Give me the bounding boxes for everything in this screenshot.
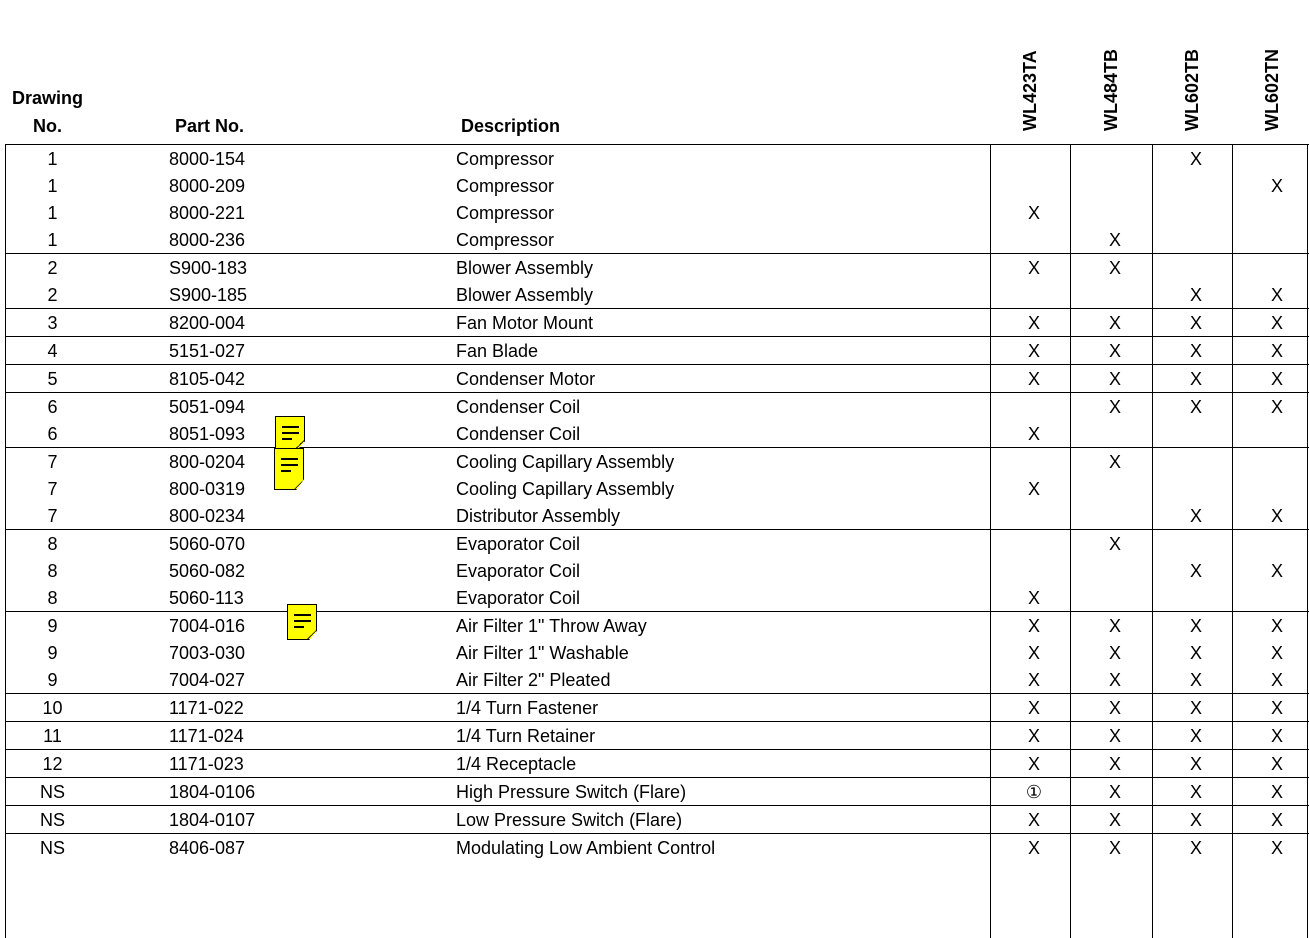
drawing-no-cell: 1 <box>47 203 58 223</box>
header-model-wl484tb: WL484TB <box>1101 48 1121 131</box>
description-cell: Compressor <box>456 230 555 250</box>
model-mark-cell: X <box>1108 670 1121 690</box>
part-no-cell: 800-0204 <box>169 452 246 472</box>
model-mark-cell <box>1075 199 1155 226</box>
model-mark-cell: X <box>1270 506 1283 526</box>
model-mark-cell <box>1075 420 1155 447</box>
model-mark-cell: X <box>1270 754 1283 774</box>
model-mark-cell <box>1157 172 1235 199</box>
drawing-no-cell: 7 <box>47 452 58 472</box>
drawing-no-cell: 5 <box>47 369 58 389</box>
model-mark-cell: X <box>1108 754 1121 774</box>
model-mark-cell: X <box>1027 838 1040 858</box>
part-no-cell: 8105-042 <box>169 369 246 389</box>
table-row <box>5 805 1309 833</box>
description-cell: Condenser Motor <box>456 369 596 389</box>
description-cell: Air Filter 1" Washable <box>456 643 629 663</box>
model-mark-cell <box>995 448 1073 475</box>
table-row <box>5 172 1309 199</box>
model-mark-cell: X <box>1027 203 1040 223</box>
model-mark-cell <box>1157 448 1235 475</box>
description-cell: Cooling Capillary Assembly <box>456 452 675 472</box>
part-no-cell: 1804-0107 <box>169 810 256 830</box>
model-mark-cell: X <box>1108 782 1121 802</box>
description-cell: Distributor Assembly <box>456 506 621 526</box>
model-mark-cell <box>995 502 1073 529</box>
table-row <box>5 529 1309 557</box>
table-row <box>5 145 1309 172</box>
table-row <box>5 420 1309 447</box>
model-mark-cell: X <box>1189 397 1202 417</box>
table-row <box>5 666 1309 693</box>
part-no-cell: 8000-209 <box>169 176 246 196</box>
part-no-cell: 8200-004 <box>169 313 246 333</box>
table-row <box>5 749 1309 777</box>
description-cell: Compressor <box>456 176 555 196</box>
drawing-no-cell: 10 <box>42 698 63 718</box>
model-mark-cell: X <box>1270 369 1283 389</box>
model-mark-cell <box>1237 530 1309 557</box>
description-cell: Blower Assembly <box>456 285 594 305</box>
model-mark-cell: X <box>1027 588 1040 608</box>
description-cell: 1/4 Receptacle <box>456 754 577 774</box>
table-row <box>5 364 1309 392</box>
table-row <box>5 253 1309 281</box>
part-no-cell: 8406-087 <box>169 838 246 858</box>
drawing-no-cell: 9 <box>47 670 58 690</box>
model-mark-cell: X <box>1189 616 1202 636</box>
drawing-no-cell: NS <box>39 782 65 802</box>
model-mark-cell: X <box>1189 698 1202 718</box>
model-mark-cell <box>995 281 1073 308</box>
model-mark-cell: X <box>1108 698 1121 718</box>
drawing-no-cell: NS <box>39 838 65 858</box>
model-mark-cell <box>1157 475 1235 502</box>
model-mark-cell: X <box>1270 643 1283 663</box>
description-cell: Evaporator Coil <box>456 588 581 608</box>
part-no-cell: 7003-030 <box>169 643 246 663</box>
column-divider-model-2 <box>1152 144 1153 938</box>
note-icon[interactable] <box>274 448 304 490</box>
model-mark-cell: ① <box>1025 782 1043 802</box>
model-mark-cell <box>1075 584 1155 611</box>
model-mark-cell: X <box>1108 397 1121 417</box>
part-no-cell: 1804-0106 <box>169 782 256 802</box>
part-no-cell: 5060-113 <box>169 588 244 608</box>
drawing-no-cell: 9 <box>47 643 58 663</box>
description-cell: 1/4 Turn Fastener <box>456 698 599 718</box>
table-row <box>5 475 1309 502</box>
drawing-no-cell: 6 <box>47 397 58 417</box>
model-mark-cell <box>995 530 1073 557</box>
description-cell: Cooling Capillary Assembly <box>456 479 675 499</box>
part-no-cell: 7004-027 <box>169 670 246 690</box>
drawing-no-cell: 1 <box>47 149 58 169</box>
model-mark-cell: X <box>1270 698 1283 718</box>
model-mark-cell: X <box>1270 313 1283 333</box>
table-row <box>5 447 1309 475</box>
part-no-cell: 8000-236 <box>169 230 246 250</box>
model-mark-cell <box>1237 254 1309 281</box>
model-mark-cell <box>1237 475 1309 502</box>
parts-table <box>5 144 1309 861</box>
table-row <box>5 502 1309 529</box>
note-icon[interactable] <box>287 604 317 640</box>
model-mark-cell: X <box>1027 616 1040 636</box>
description-cell: Air Filter 2" Pleated <box>456 670 611 690</box>
model-mark-cell: X <box>1189 561 1202 581</box>
table-row <box>5 281 1309 308</box>
model-mark-cell: X <box>1027 369 1040 389</box>
part-no-cell: 8051-093 <box>169 424 246 444</box>
model-mark-cell: X <box>1027 341 1040 361</box>
model-mark-cell: X <box>1108 616 1121 636</box>
model-mark-cell <box>1237 145 1309 172</box>
model-mark-cell: X <box>1108 810 1121 830</box>
model-mark-cell: X <box>1270 670 1283 690</box>
model-mark-cell <box>1157 584 1235 611</box>
model-mark-cell: X <box>1189 810 1202 830</box>
model-mark-cell: X <box>1027 258 1040 278</box>
table-row <box>5 336 1309 364</box>
description-cell: Condenser Coil <box>456 424 581 444</box>
model-mark-cell <box>995 557 1073 584</box>
column-divider-model-1 <box>1070 144 1071 938</box>
table-row <box>5 584 1309 611</box>
model-mark-cell <box>1075 281 1155 308</box>
model-mark-cell: X <box>1189 341 1202 361</box>
model-mark-cell <box>995 172 1073 199</box>
part-no-cell: S900-183 <box>169 258 248 278</box>
part-no-cell: 5051-094 <box>169 397 246 417</box>
model-mark-cell: X <box>1270 285 1283 305</box>
description-cell: Compressor <box>456 203 555 223</box>
table-row <box>5 392 1309 420</box>
drawing-no-cell: 7 <box>47 479 58 499</box>
table-right-border <box>1307 144 1308 938</box>
model-mark-cell: X <box>1189 369 1202 389</box>
drawing-no-cell: 8 <box>47 588 58 608</box>
model-mark-cell <box>1075 557 1155 584</box>
table-row <box>5 308 1309 336</box>
model-mark-cell <box>1157 199 1235 226</box>
model-mark-cell <box>1075 145 1155 172</box>
table-row <box>5 777 1309 805</box>
model-mark-cell: X <box>1189 285 1202 305</box>
model-mark-cell: X <box>1270 561 1283 581</box>
model-mark-cell <box>1157 530 1235 557</box>
model-mark-cell: X <box>1270 810 1283 830</box>
model-mark-cell <box>1237 199 1309 226</box>
model-mark-cell: X <box>1189 670 1202 690</box>
model-mark-cell: X <box>1027 726 1040 746</box>
model-mark-cell <box>995 226 1073 253</box>
model-mark-cell: X <box>1027 670 1040 690</box>
header-description: Description <box>461 116 561 136</box>
table-row <box>5 639 1309 666</box>
model-mark-cell <box>995 145 1073 172</box>
model-mark-cell <box>1075 502 1155 529</box>
model-mark-cell: X <box>1189 643 1202 663</box>
drawing-no-cell: 3 <box>47 313 58 333</box>
model-mark-cell <box>1237 448 1309 475</box>
description-cell: Fan Blade <box>456 341 539 361</box>
model-mark-cell: X <box>1108 341 1121 361</box>
model-mark-cell: X <box>1270 397 1283 417</box>
model-mark-cell: X <box>1270 726 1283 746</box>
table-left-border <box>5 144 6 938</box>
table-row <box>5 226 1309 253</box>
model-mark-cell: X <box>1027 810 1040 830</box>
part-no-cell: 7004-016 <box>169 616 246 636</box>
part-no-cell: 800-0234 <box>169 506 246 526</box>
model-mark-cell: X <box>1108 726 1121 746</box>
table-row <box>5 557 1309 584</box>
header-model-wl423ta: WL423TA <box>1020 50 1040 131</box>
model-mark-cell <box>1075 475 1155 502</box>
model-mark-cell <box>1237 420 1309 447</box>
description-cell: High Pressure Switch (Flare) <box>456 782 687 802</box>
header-model-wl602tb: WL602TB <box>1182 48 1202 131</box>
model-mark-cell: X <box>1189 149 1202 169</box>
model-mark-cell: X <box>1270 341 1283 361</box>
drawing-no-cell: 1 <box>47 230 58 250</box>
model-mark-cell <box>1157 226 1235 253</box>
model-mark-cell <box>995 393 1073 420</box>
model-mark-cell: X <box>1189 506 1202 526</box>
model-mark-cell: X <box>1108 313 1121 333</box>
note-icon[interactable] <box>275 416 305 450</box>
drawing-no-cell: 7 <box>47 506 58 526</box>
header-part-no: Part No. <box>175 116 245 136</box>
part-no-cell: 8000-154 <box>169 149 246 169</box>
model-mark-cell <box>1075 172 1155 199</box>
model-mark-cell: X <box>1270 176 1283 196</box>
column-divider-model-3 <box>1232 144 1233 938</box>
model-mark-cell: X <box>1189 754 1202 774</box>
model-mark-cell: X <box>1189 782 1202 802</box>
column-divider-models-start <box>990 144 991 938</box>
model-mark-cell: X <box>1108 258 1121 278</box>
description-cell: Blower Assembly <box>456 258 594 278</box>
description-cell: Compressor <box>456 149 555 169</box>
drawing-no-cell: 8 <box>47 534 58 554</box>
description-cell: Evaporator Coil <box>456 534 581 554</box>
description-cell: Low Pressure Switch (Flare) <box>456 810 683 830</box>
model-mark-cell: X <box>1108 838 1121 858</box>
drawing-no-cell: 8 <box>47 561 58 581</box>
header-drawing-line2: No. <box>33 116 62 136</box>
model-mark-cell: X <box>1189 313 1202 333</box>
model-mark-cell: X <box>1027 698 1040 718</box>
drawing-no-cell: 2 <box>47 285 58 305</box>
description-cell: Fan Motor Mount <box>456 313 594 333</box>
model-mark-cell: X <box>1027 479 1040 499</box>
table-row <box>5 833 1309 861</box>
model-mark-cell: X <box>1189 838 1202 858</box>
model-mark-cell: X <box>1270 616 1283 636</box>
drawing-no-cell: 4 <box>47 341 58 361</box>
model-mark-cell: X <box>1108 534 1121 554</box>
part-no-cell: 1171-024 <box>169 726 244 746</box>
model-mark-cell: X <box>1270 838 1283 858</box>
drawing-no-cell: 11 <box>43 726 62 746</box>
drawing-no-cell: 1 <box>47 176 58 196</box>
model-mark-cell: X <box>1189 726 1202 746</box>
table-row <box>5 721 1309 749</box>
model-mark-cell <box>1237 226 1309 253</box>
model-mark-cell: X <box>1027 313 1040 333</box>
description-cell: Condenser Coil <box>456 397 581 417</box>
description-cell: Modulating Low Ambient Control <box>456 838 716 858</box>
drawing-no-cell: 12 <box>42 754 63 774</box>
description-cell: 1/4 Turn Retainer <box>456 726 596 746</box>
model-mark-cell: X <box>1027 643 1040 663</box>
header-model-wl602tn: WL602TN <box>1262 48 1282 131</box>
drawing-no-cell: 2 <box>47 258 58 278</box>
model-mark-cell: X <box>1108 452 1121 472</box>
drawing-no-cell: 6 <box>47 424 58 444</box>
table-row <box>5 199 1309 226</box>
part-no-cell: 1171-023 <box>169 754 244 774</box>
part-no-cell: 5060-070 <box>169 534 246 554</box>
part-no-cell: S900-185 <box>169 285 248 305</box>
description-cell: Air Filter 1" Throw Away <box>456 616 647 636</box>
part-no-cell: 1171-022 <box>169 698 244 718</box>
header-drawing-line1: Drawing <box>12 88 84 108</box>
model-mark-cell <box>1157 254 1235 281</box>
drawing-no-cell: NS <box>39 810 65 830</box>
model-mark-cell: X <box>1027 424 1040 444</box>
part-no-cell: 800-0319 <box>169 479 246 499</box>
part-no-cell: 5060-082 <box>169 561 246 581</box>
model-mark-cell <box>1157 420 1235 447</box>
model-mark-cell: X <box>1108 369 1121 389</box>
table-row <box>5 693 1309 721</box>
part-no-cell: 5151-027 <box>169 341 246 361</box>
model-mark-cell: X <box>1108 643 1121 663</box>
model-mark-cell: X <box>1108 230 1121 250</box>
model-mark-cell <box>1237 584 1309 611</box>
part-no-cell: 8000-221 <box>169 203 246 223</box>
model-mark-cell: X <box>1027 754 1040 774</box>
model-mark-cell: X <box>1270 782 1283 802</box>
drawing-no-cell: 9 <box>47 616 58 636</box>
description-cell: Evaporator Coil <box>456 561 581 581</box>
table-row <box>5 611 1309 639</box>
